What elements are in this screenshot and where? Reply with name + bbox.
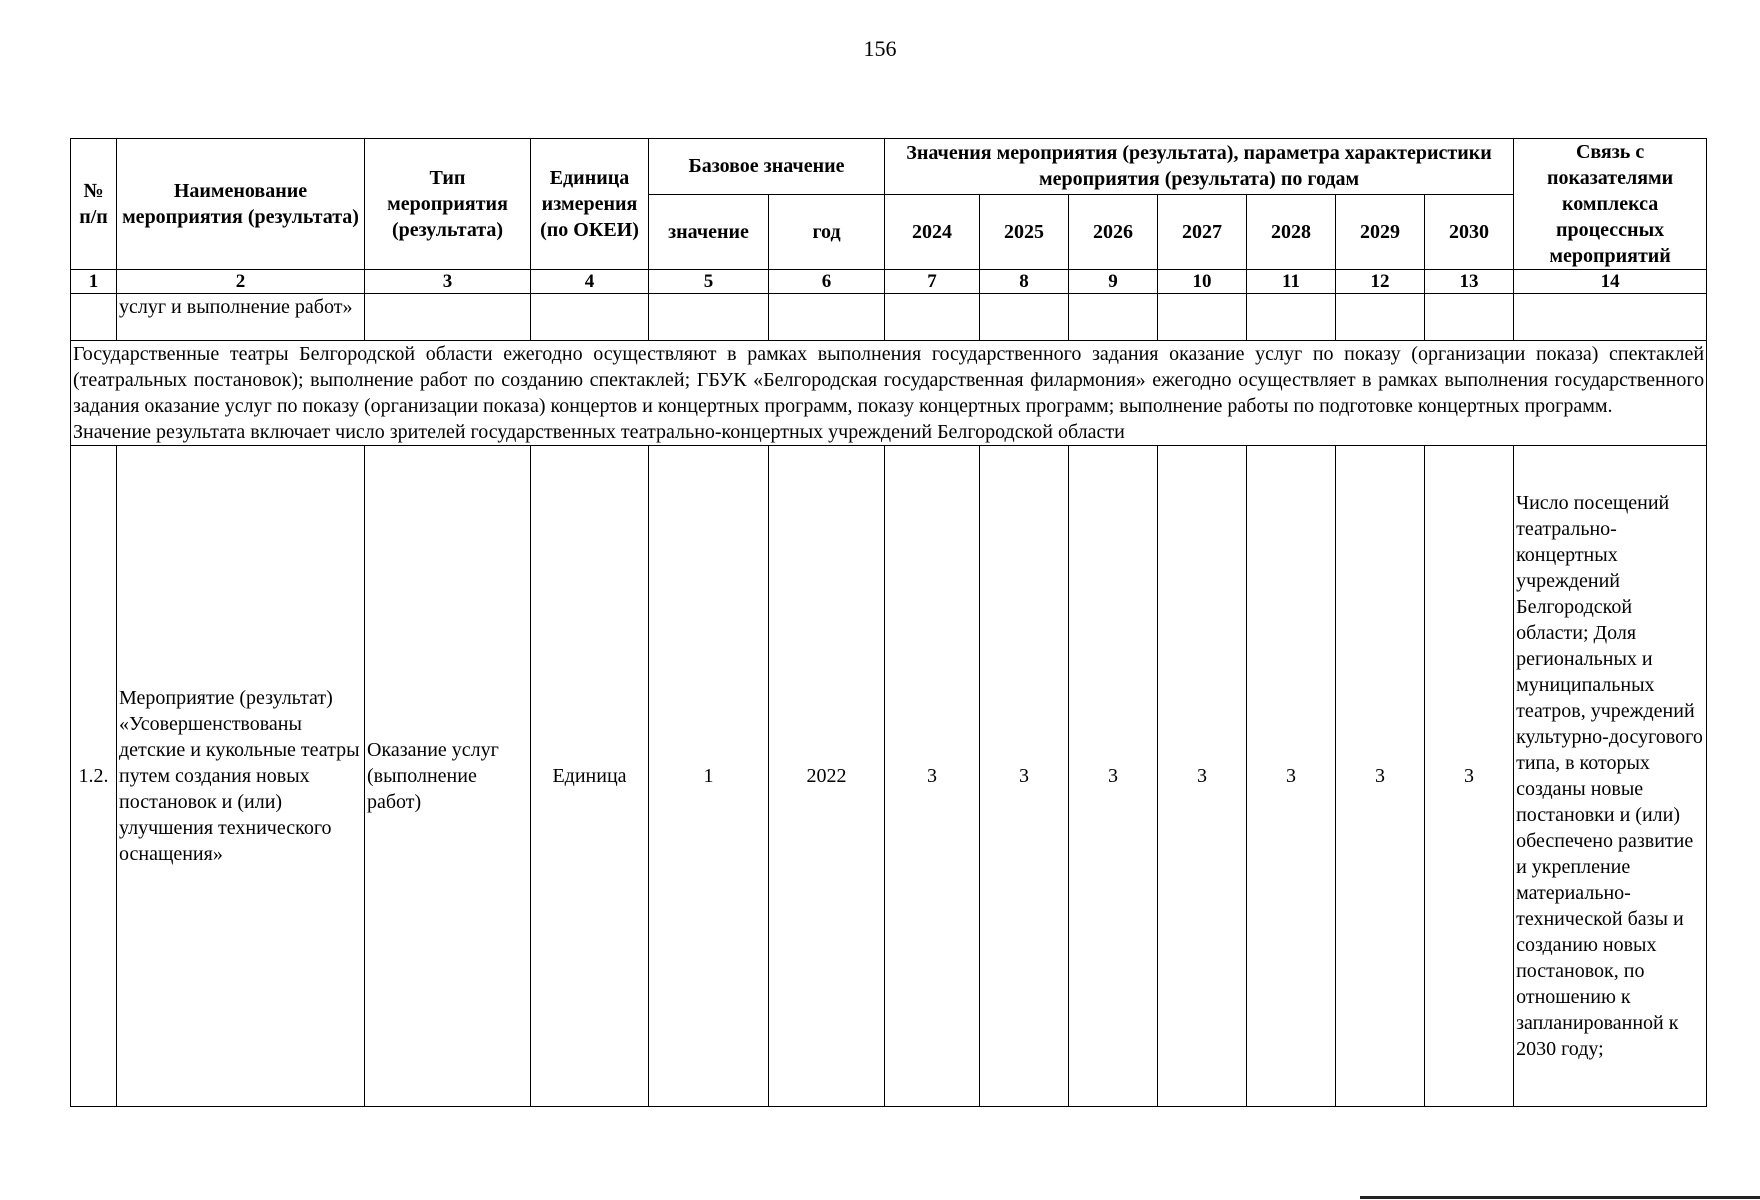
- header-base: Базовое значение: [649, 139, 885, 195]
- row-base-year: 2022: [769, 446, 885, 1107]
- page-number: 156: [863, 36, 897, 61]
- row-link: Число посещений театрально-концертных учреждений Белгородской области; Доля региональных и муниципальных театров, учреждений культурно-досугового типа, в которых созданы новые постановки и (или) обеспечено развитие и укрепление материально-технической базы и созданию новых постановок, по отношению к запланированной к 2030 году;: [1514, 446, 1707, 1107]
- column-number: 3: [365, 270, 531, 294]
- row-unit: Единица: [531, 446, 649, 1107]
- row-year-value: 3: [1247, 446, 1336, 1107]
- header-row-1: [71, 139, 1707, 195]
- header-year: 2029: [1336, 194, 1425, 269]
- header-year: 2030: [1425, 194, 1514, 269]
- header-type: Тип мероприятия (результата): [365, 139, 531, 270]
- header-year: 2024: [885, 194, 980, 269]
- continuation-row: [71, 294, 1707, 341]
- column-number: 14: [1514, 270, 1707, 294]
- row-year-value: 3: [1158, 446, 1247, 1107]
- row-year-value: 3: [1336, 446, 1425, 1107]
- cell-empty: [649, 294, 769, 341]
- cell-empty: [531, 294, 649, 341]
- column-number: 10: [1158, 270, 1247, 294]
- description-paragraph: Государственные театры Белгородской области ежегодно осуществляют в рамках выполнения государственного задания оказание услуг по показу (организации показа) спектаклей (театральных постановок); выполнение работ по созданию спектаклей; ГБУК «Белгородская государственная филармония» ежегодно осуществляет в рамках выполнения государственного задания оказание услуг по показу (организации показа) концертов и концертных программ, показу концертных программ; выполнение работы по подготовке концертных программ.: [73, 343, 1705, 417]
- continuation-name: услуг и выполнение работ»: [117, 294, 365, 341]
- cell-empty: [1069, 294, 1158, 341]
- description-row: [71, 341, 1707, 446]
- cell-empty: [1336, 294, 1425, 341]
- column-number: 5: [649, 270, 769, 294]
- measure-row: [71, 446, 1707, 1107]
- cell-empty: [980, 294, 1069, 341]
- cell-empty: [885, 294, 980, 341]
- header-link: Связь с показателями комплекса процессных мероприятий: [1514, 139, 1707, 270]
- header-base-year: год: [769, 194, 885, 269]
- cell-empty: [1247, 294, 1336, 341]
- column-number: 9: [1069, 270, 1158, 294]
- cell-empty: [1158, 294, 1247, 341]
- description-cell: [71, 341, 1707, 446]
- description-paragraph: Значение результата включает число зрителей государственных театрально-концертных учреждений Белгородской области: [73, 421, 1125, 443]
- column-number-row: [71, 270, 1707, 294]
- column-number: 4: [531, 270, 649, 294]
- row-type: Оказание услуг (выполнение работ): [365, 446, 531, 1107]
- header-base-value: значение: [649, 194, 769, 269]
- column-number: 2: [117, 270, 365, 294]
- cell-empty: [71, 294, 117, 341]
- row-year-value: 3: [1425, 446, 1514, 1107]
- column-number: 11: [1247, 270, 1336, 294]
- column-number: 8: [980, 270, 1069, 294]
- header-year: 2026: [1069, 194, 1158, 269]
- column-number: 7: [885, 270, 980, 294]
- column-number: 13: [1425, 270, 1514, 294]
- row-num: 1.2.: [71, 446, 117, 1107]
- row-year-value: 3: [980, 446, 1069, 1107]
- cell-empty: [1514, 294, 1707, 341]
- cell-empty: [365, 294, 531, 341]
- column-number: 12: [1336, 270, 1425, 294]
- column-number: 6: [769, 270, 885, 294]
- measures-table: [70, 138, 1707, 1107]
- row-year-value: 3: [1069, 446, 1158, 1107]
- row-name: Мероприятие (результат) «Усовершенствованы детские и кукольные театры путем создания новых постановок и (или) улучшения технического оснащения»: [117, 446, 365, 1107]
- cell-empty: [769, 294, 885, 341]
- header-num: № п/п: [71, 139, 117, 270]
- cell-empty: [1425, 294, 1514, 341]
- column-number: 1: [71, 270, 117, 294]
- header-name: Наименование мероприятия (результата): [117, 139, 365, 270]
- header-year: 2025: [980, 194, 1069, 269]
- header-year: 2028: [1247, 194, 1336, 269]
- header-values-by-year: Значения мероприятия (результата), параметра характеристики мероприятия (результата) по годам: [885, 139, 1514, 195]
- row-base-value: 1: [649, 446, 769, 1107]
- row-year-value: 3: [885, 446, 980, 1107]
- scan-edge-line: [1360, 1196, 1760, 1199]
- header-year: 2027: [1158, 194, 1247, 269]
- header-unit: Единица измерения (по ОКЕИ): [531, 139, 649, 270]
